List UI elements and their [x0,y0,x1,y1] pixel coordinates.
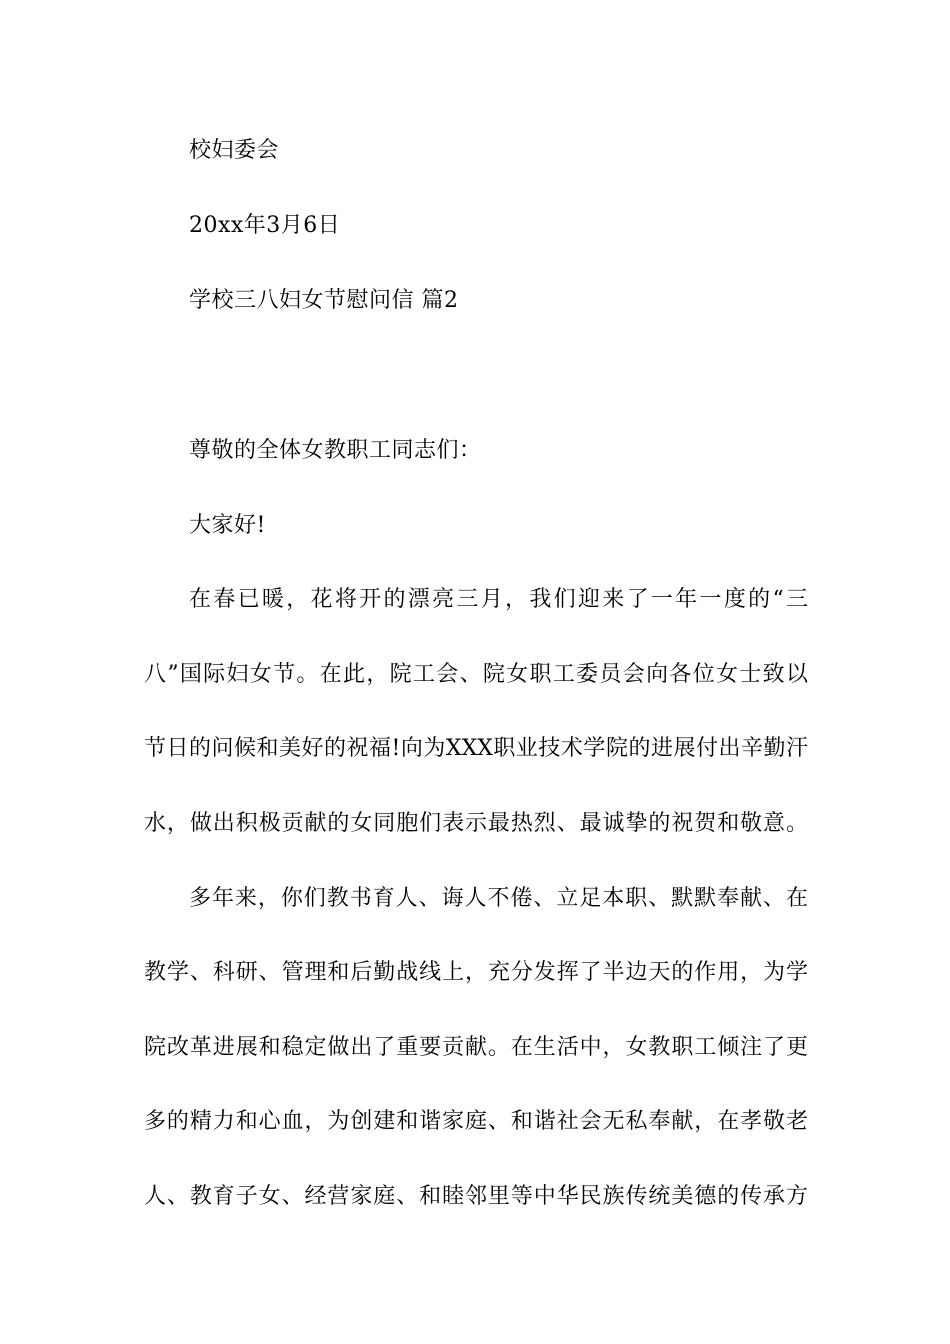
paragraph1-line2: 八”国际妇女节。在此，院工会、院女职工委员会向各位女士致以 [144,662,808,687]
section-title: 学校三八妇女节慰问信 篇2 [189,288,459,313]
sender-line: 校妇委会 [189,138,280,163]
paragraph2-line2: 教学、科研、管理和后勤战线上，充分发挥了半边天的作用，为学 [144,960,808,985]
paragraph2-line1: 多年来，你们教书育人、诲人不倦、立足本职、默默奉献、在 [189,886,808,911]
paragraph1-line4: 水，做出积极贡献的女同胞们表示最热烈、最诚挚的祝贺和敬意。 [144,811,808,836]
salutation: 尊敬的全体女教职工同志们： [189,438,482,463]
paragraph2-line4: 多的精力和心血，为创建和谐家庭、和谐社会无私奉献，在孝敬老 [144,1109,808,1134]
paragraph1-line3: 节日的问候和美好的祝福!向为XXX职业技术学院的进展付出辛勤汗 [144,736,808,761]
paragraph1-line1: 在春已暖，花将开的漂亮三月，我们迎来了一年一度的“三 [189,587,808,612]
date-line: 20xx年3月6日 [189,213,341,238]
paragraph2-line3: 院改革进展和稳定做出了重要贡献。在生活中，女教职工倾注了更 [144,1035,808,1060]
greeting: 大家好! [189,513,266,538]
paragraph2-line5: 人、教育子女、经营家庭、和睦邻里等中华民族传统美德的传承方 [144,1184,808,1209]
